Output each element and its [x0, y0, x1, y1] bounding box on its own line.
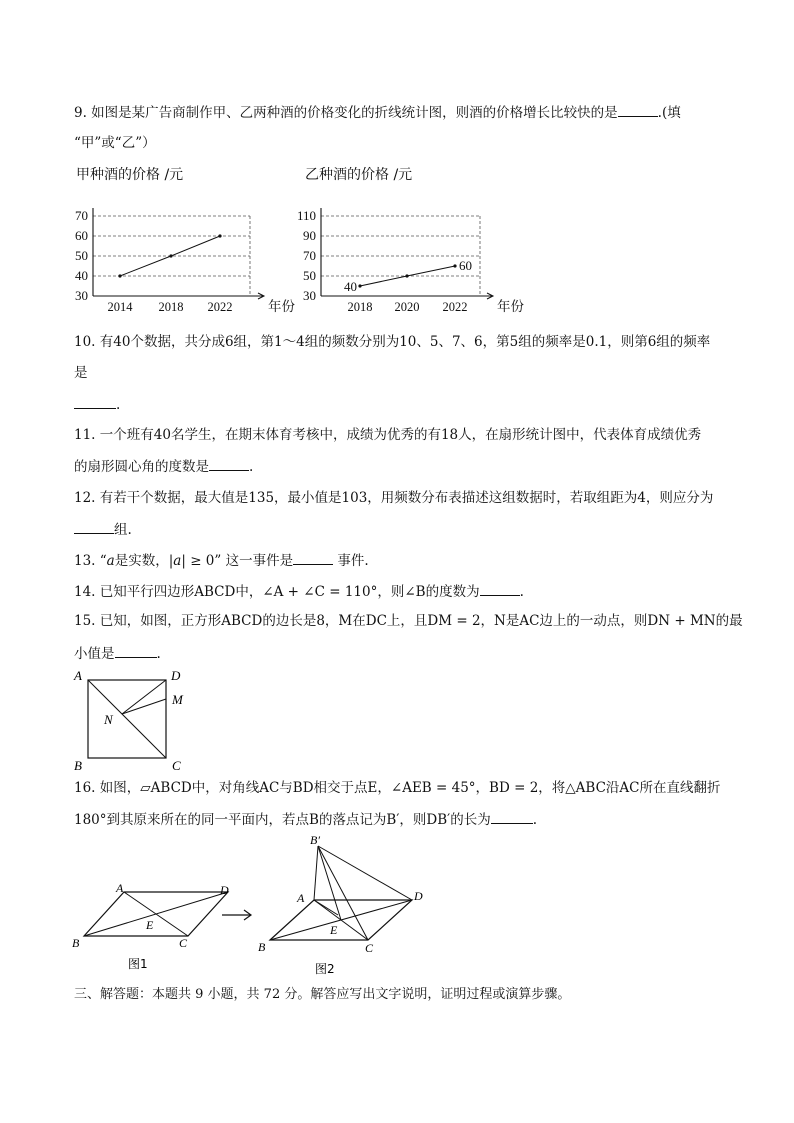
fig1-label-d: D — [220, 883, 229, 897]
answer-blank — [618, 103, 658, 117]
fig2-label-b: B — [258, 940, 266, 954]
answer-blank — [74, 395, 116, 409]
q10-tail: . — [116, 397, 121, 413]
arrow-icon — [222, 910, 251, 920]
answer-blank — [491, 810, 533, 824]
chart-jia-plot — [75, 208, 295, 315]
parallelogram-figures — [60, 830, 440, 980]
figure-2 — [258, 833, 423, 976]
answer-blank — [209, 457, 249, 471]
data-point — [453, 264, 456, 267]
y-tick-label: 40 — [75, 268, 88, 283]
y-tick-label: 70 — [75, 208, 88, 223]
q11-line1: 11. 一个班有40名学生，在期末体育考核中，成绩为优秀的有18人，在扇形统计图中，代表体育成绩优秀 — [74, 427, 702, 443]
data-point — [218, 234, 221, 237]
answer-blank — [115, 644, 157, 658]
q15-text: 小值是 — [74, 646, 115, 662]
q12-line1: 12. 有若干个数据，最大值是135，最小值是103，用频数分布表描述这组数据时，若取组距为4，则应分为 — [74, 490, 714, 506]
q10-line2: 是 — [74, 365, 88, 381]
y-tick-label: 110 — [296, 208, 316, 223]
x-tick-label: 2022 — [207, 300, 233, 314]
section-3-heading: 三、解答题：本题共 9 小题，共 72 分。解答应写出文字说明，证明过程或演算步骤。 — [74, 987, 571, 1002]
q9-tail: .(填 — [657, 105, 681, 121]
figure-1 — [72, 881, 229, 971]
chart-yi — [285, 160, 545, 320]
q13-line — [74, 551, 369, 570]
fig2-caption: 图2 — [315, 962, 335, 976]
segment-bp-a — [314, 846, 318, 900]
segment-dn — [122, 680, 166, 714]
fig2-label-e: E — [330, 923, 338, 937]
diagonal-ac — [88, 680, 166, 758]
q11-text: 的扇形圆心角的度数是 — [74, 459, 209, 475]
data-point — [118, 274, 121, 277]
q12-tail: 组. — [114, 522, 132, 538]
x-axis-label: 年份 — [268, 299, 295, 315]
q15-tail: . — [156, 646, 161, 662]
x-tick-label: 2018 — [347, 300, 373, 314]
fig1-label-c: C — [179, 936, 188, 950]
diagonal-bd-fig1 — [84, 892, 228, 936]
label-a: A — [74, 668, 82, 683]
fig2-label-a: A — [297, 891, 305, 905]
answer-blank — [480, 582, 520, 596]
q11-tail: . — [249, 459, 254, 475]
q9-line2: “甲”或“乙”） — [74, 135, 156, 151]
q13-text-a: 13. “ — [74, 553, 107, 569]
x-tick-label: 2014 — [107, 300, 133, 314]
x-tick-label: 2018 — [158, 300, 184, 314]
q13-var: a — [173, 553, 182, 569]
label-b: B — [74, 758, 82, 773]
y-tick-label: 30 — [75, 288, 88, 303]
q9-line1 — [74, 103, 681, 122]
q14-text: 14. 已知平行四边形ABCD中，∠A + ∠C = 110°，则∠B的度数为 — [74, 584, 480, 600]
fig1-label-e: E — [146, 918, 154, 932]
q10-line1: 10. 有40个数据，共分成6组，第1～4组的频数分别为10、5、7、6，第5组的频率是0.1，则第6组的频率 — [74, 334, 711, 350]
label-c: C — [172, 758, 181, 773]
q12-line2 — [74, 520, 132, 539]
q16-text: 180°到其原来所在的同一平面内，若点B的落点记为B′，则DB′的长为 — [74, 812, 491, 828]
square-figure — [70, 668, 200, 774]
fig2-label-bp: B′ — [310, 833, 320, 847]
y-tick-label: 30 — [303, 288, 316, 303]
q14-line — [74, 582, 524, 601]
y-tick-label: 50 — [75, 248, 88, 263]
answer-blank — [74, 520, 114, 534]
q16-tail: . — [532, 812, 538, 828]
x-tick-label: 2022 — [442, 300, 468, 314]
chart-yi-title: 乙种酒的价格 /元 — [305, 167, 413, 183]
q15-line2 — [74, 644, 161, 663]
data-point — [169, 254, 172, 257]
label-m: M — [172, 692, 183, 707]
q16-line1: 16. 如图，▱ABCD中，对角线AC与BD相交于点E，∠AEB = 45°，BD = 2，将△ABC沿AC所在直线翻折 — [74, 780, 721, 796]
fig1-label-b: B — [72, 936, 80, 950]
x-tick-label: 2020 — [394, 300, 420, 314]
chart-jia-title: 甲种酒的价格 /元 — [76, 167, 184, 183]
q15-line1: 15. 已知，如图，正方形ABCD的边长是8，M在DC上，且DM = 2，N是AC边上的一动点，则DN + MN的最 — [74, 613, 743, 629]
q13-text-c: | ≥ 0” 这一事件是 — [181, 553, 294, 569]
q11-line2 — [74, 457, 253, 476]
data-label: 60 — [459, 258, 472, 273]
y-tick-label: 70 — [303, 248, 316, 263]
fig1-label-a: A — [116, 881, 124, 895]
x-axis-label: 年份 — [497, 299, 524, 315]
q10-line3 — [74, 395, 120, 414]
fig2-label-c: C — [365, 941, 374, 955]
label-d: D — [171, 668, 181, 683]
data-point — [405, 274, 408, 277]
label-n: N — [104, 712, 113, 727]
data-label: 40 — [344, 279, 357, 294]
y-tick-label: 90 — [303, 228, 316, 243]
segment-mn — [122, 699, 166, 714]
y-tick-label: 60 — [75, 228, 88, 243]
segment-a-bp-extra — [314, 900, 338, 915]
chart-jia — [60, 160, 300, 320]
fig2-label-d: D — [414, 889, 423, 903]
q14-tail: . — [519, 584, 524, 600]
q13-text-d: 事件. — [333, 553, 369, 569]
y-tick-label: 50 — [303, 268, 316, 283]
q13-var: a — [106, 553, 115, 569]
fig1-caption: 图1 — [128, 957, 148, 971]
data-point — [358, 284, 361, 287]
chart-yi-plot — [297, 208, 525, 315]
q13-text-b: 是实数，| — [114, 553, 174, 569]
q9-text: 9. 如图是某广告商制作甲、乙两种酒的价格变化的折线统计图，则酒的价格增长比较快的是 — [74, 105, 618, 121]
answer-blank — [293, 551, 333, 565]
q16-line2 — [74, 810, 537, 829]
